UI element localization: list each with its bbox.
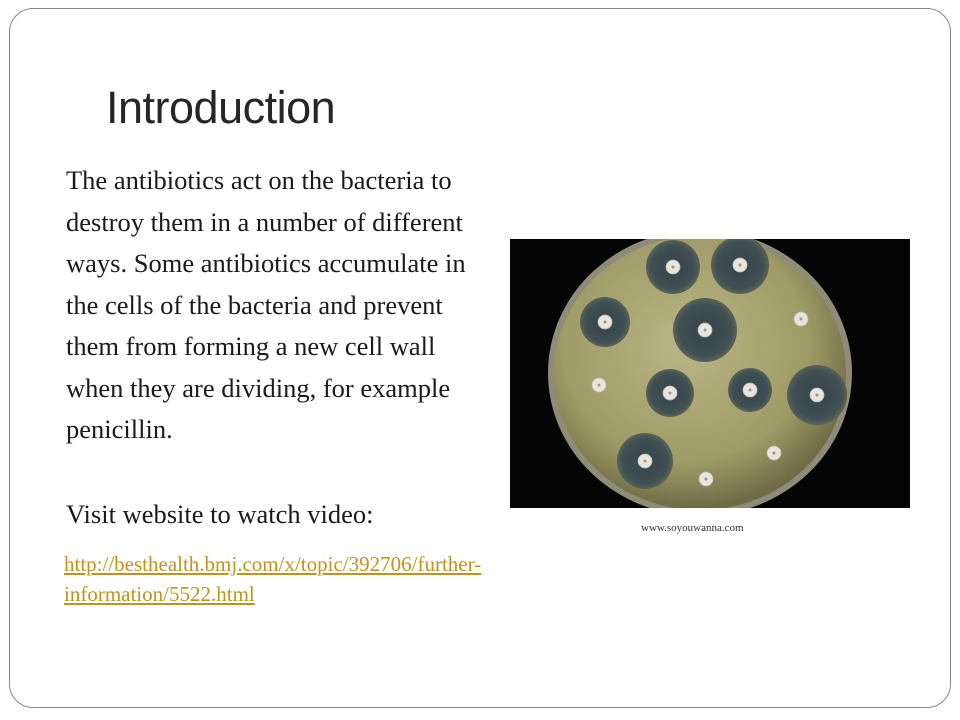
- petri-dish-photo: [510, 239, 910, 508]
- video-link[interactable]: http://besthealth.bmj.com/x/topic/392706/further-information/5522.html: [64, 552, 482, 606]
- visit-label: Visit website to watch video:: [66, 499, 374, 529]
- image-caption: www.soyouwanna.com: [641, 522, 744, 534]
- slide-title: Introduction: [106, 82, 336, 133]
- body-paragraph: The antibiotics act on the bacteria to destroy them in a number of different ways. Some antibiotics accumulate in the cells of the bacteria and prevent them from forming a new cell wall when they are dividing, for example penicillin.: [66, 165, 466, 444]
- petri-dish-illustration: [510, 239, 910, 508]
